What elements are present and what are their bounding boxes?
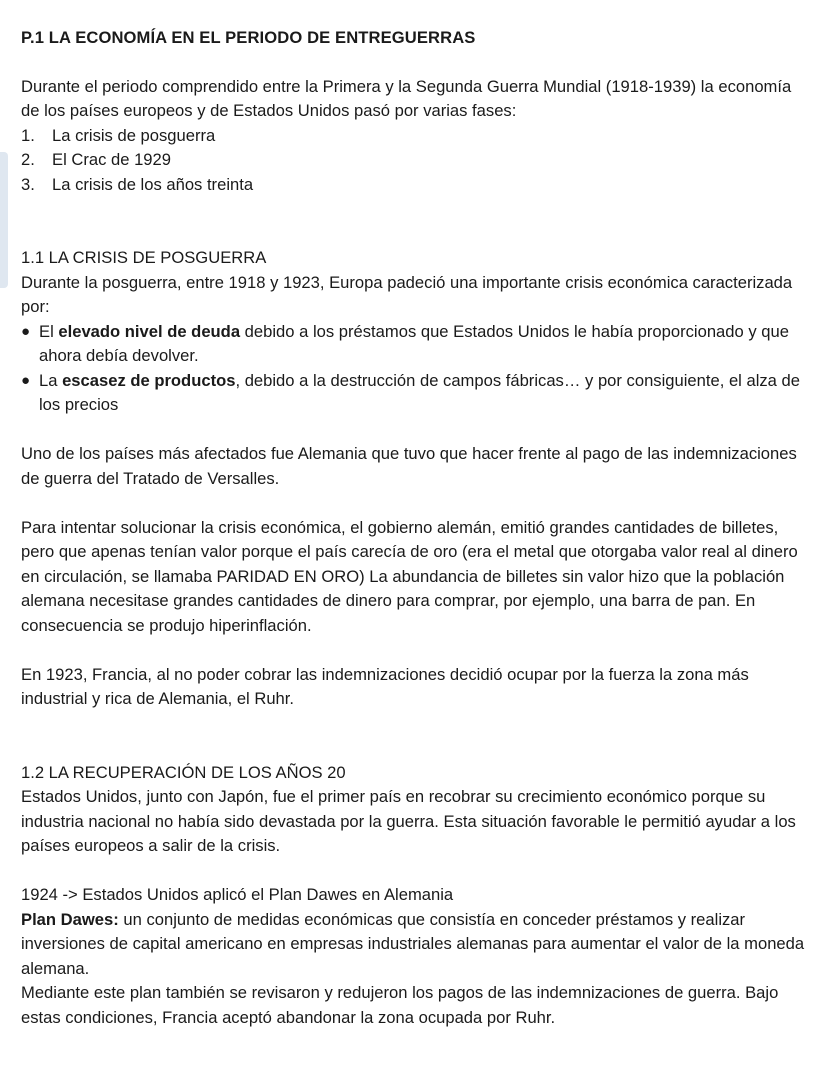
list-item: 2. El Crac de 1929	[21, 150, 171, 169]
list-item: ● La escasez de productos, debido a la destrucción de campos fábricas… y por consiguiente, el alza de los precios	[21, 369, 811, 418]
list-item: 3. La crisis de los años treinta	[21, 174, 254, 194]
intro-paragraph: Durante el periodo comprendido entre la Primera y la Segunda Guerra Mundial (1918-1939) la economía de los países europeos y de Estados Unidos pasó por varias fases:	[21, 76, 792, 120]
side-scroll-tab[interactable]	[0, 152, 8, 288]
document-page	[21, 26, 811, 1030]
list-item: 1. La crisis de posguerra	[21, 125, 216, 145]
section-heading-2: 1.2 LA RECUPERACIÓN DE LOS AÑOS 20	[21, 762, 346, 782]
plan-dawes-definition: Plan Dawes: un conjunto de medidas económicas que consistía en conceder préstamos y realizar inversiones de capital americano en empresas industriales alemanas para aumentar el valor de la moneda alemana.	[21, 909, 805, 978]
section1-paragraph: Para intentar solucionar la crisis económica, el gobierno alemán, emitió grandes cantidades de billetes, pero que apenas tenían valor porque el país carecía de oro (era el metal que otorgaba valor real al dinero en circulación, se llamaba PARIDAD EN ORO) La abundancia de billetes sin valor hizo que la población alemana necesitase grandes cantidades de dinero para comprar, por ejemplo, una barra de pan. En consecuencia se produjo hiperinflación.	[21, 517, 798, 635]
section2-paragraph: Estados Unidos, junto con Japón, fue el primer país en recobrar su crecimiento económico porque su industria nacional no había sido devastada por la guerra. Esta situación favorable le permitió ayudar a los países europeos a salir de la crisis.	[21, 787, 796, 855]
section1-paragraph: En 1923, Francia, al no poder cobrar las indemnizaciones decidió ocupar por la fuerza la zona más industrial y rica de Alemania, el Ruhr.	[21, 664, 749, 708]
section1-intro: Durante la posguerra, entre 1918 y 1923, Europa padeció una importante crisis económica caracterizada por:	[21, 272, 793, 316]
section2-paragraph: Mediante este plan también se revisaron y redujeron los pagos de las indemnizaciones de guerra. Bajo estas condiciones, Francia aceptó abandonar la zona ocupada por Ruhr.	[21, 983, 779, 1027]
list-item: ● El elevado nivel de deuda debido a los préstamos que Estados Unidos le había proporcionado y que ahora debía devolver.	[21, 320, 811, 369]
phases-list	[21, 124, 811, 198]
section1-paragraph: Uno de los países más afectados fue Alemania que tuvo que hacer frente al pago de las indemnizaciones de guerra del Tratado de Versalles.	[21, 444, 797, 488]
section1-bullets	[21, 320, 811, 418]
section-heading-1: 1.1 LA CRISIS DE POSGUERRA	[21, 248, 267, 267]
bullet-icon: ●	[21, 322, 31, 340]
page-title: P.1 LA ECONOMÍA EN EL PERIODO DE ENTREGUERRAS	[21, 28, 476, 47]
bullet-icon: ●	[21, 371, 31, 389]
timeline-entry: 1924 -> Estados Unidos aplicó el Plan Dawes en Alemania	[21, 885, 454, 904]
